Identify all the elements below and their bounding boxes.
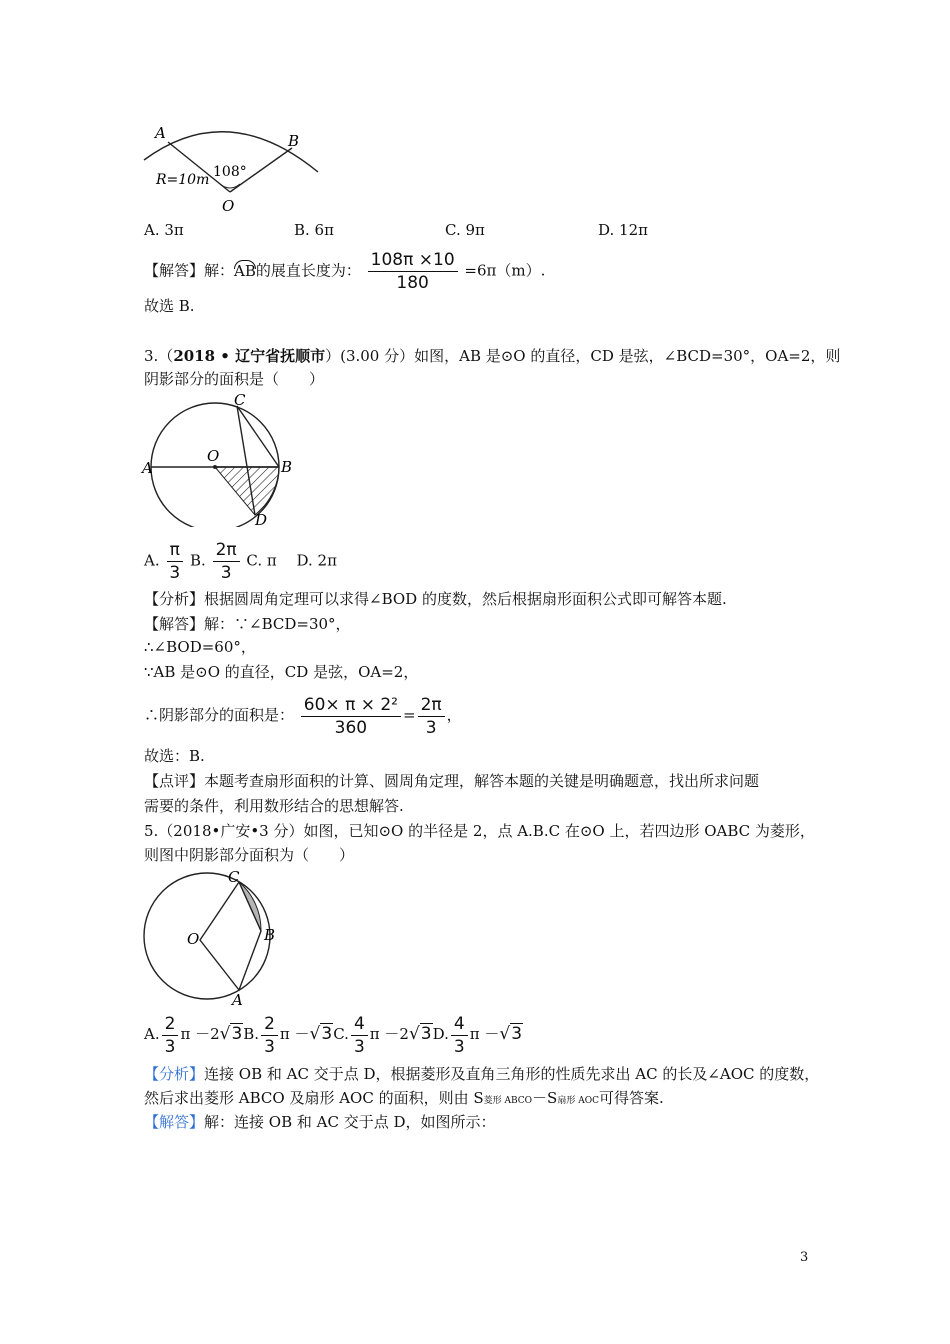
q5-analysis-tag: 【分析】 xyxy=(144,1065,205,1083)
q3-options: A. $\frac{\pi}{3}$ B. $\frac{2\pi}{3}$ C. π D. 2π xyxy=(144,540,337,583)
fig1-radius: R=10m xyxy=(156,172,210,188)
fig1-label-b: B xyxy=(288,132,300,150)
q5-label-b: B xyxy=(264,926,276,944)
q3-analysis: 【分析】根据圆周角定理可以求得∠BOD 的度数，然后根据扇形面积公式即可解答本题. xyxy=(144,590,727,608)
prev-choose: 故选 B. xyxy=(144,297,195,315)
q5-analysis-line2: 然后求出菱形 ABCO 及扇形 AOC 的面积，则由 S菱形 ABCO－S扇形 AOC可得答案. xyxy=(144,1089,664,1107)
q3-sol-line1: 【解答】解：∵∠BCD=30°， xyxy=(144,615,351,633)
q5-solution: 【解答】解：连接 OB 和 AC 交于点 D，如图所示： xyxy=(144,1113,496,1131)
q5-opt-c: C. $\frac{4}{3}$ π －2√3 xyxy=(333,1013,432,1057)
prev-opt-d: D. 12π xyxy=(598,221,648,239)
q3-label-d: D xyxy=(255,511,268,527)
q3-comment-line2: 需要的条件，利用数形结合的思想解答. xyxy=(144,797,404,815)
page-number: 3 xyxy=(800,1250,809,1265)
q3-label-o: O xyxy=(207,447,220,465)
fig1-angle: 108° xyxy=(213,164,247,180)
figure-arc-sector xyxy=(140,118,330,218)
q5-label-a: A xyxy=(232,991,243,1006)
q5-opt-a: A. $\frac{2}{3}$ π －2√3 xyxy=(144,1013,243,1057)
figure-q5-rhombus xyxy=(140,866,290,1006)
prev-opt-b: B. 6π xyxy=(294,221,334,239)
q5-stem-line2: 则图中阴影部分面积为（ ） xyxy=(144,846,355,864)
fig1-label-o: O xyxy=(222,197,235,215)
q3-result-fraction: $\frac{2\pi}{3}$ xyxy=(418,695,445,738)
q3-sol-line3: ∵AB 是⊙O 的直径，CD 是弦，OA=2， xyxy=(144,663,419,681)
prev-fraction: $\frac{108\pi \times 10}{180}$ xyxy=(368,250,458,293)
q3-opt-b-fraction: $\frac{2\pi}{3}$ xyxy=(213,540,240,583)
q3-choose: 故选：B. xyxy=(144,747,205,765)
prev-opt-a: A. 3π xyxy=(144,221,184,239)
prev-sol-text: 的展直长度为： xyxy=(255,261,361,280)
prev-opt-c: C. 9π xyxy=(445,221,485,239)
q5-opt-d: D. $\frac{4}{3}$ π －√3 xyxy=(432,1013,523,1057)
q3-area-fraction: $\frac{\text{60× π × 2²}}{360}$ xyxy=(301,695,401,738)
q3-source: 2018 • 辽宁省抚顺市 xyxy=(173,347,326,365)
q3-sol-line2: ∴∠BOD=60°， xyxy=(144,638,256,656)
q5-sol-tag: 【解答】 xyxy=(144,1113,205,1131)
q5-analysis-line1: 【分析】连接 OB 和 AC 交于点 D，根据菱形及直角三角形的性质先求出 AC 的长及∠AOC 的度数， xyxy=(144,1065,820,1083)
prev-solution xyxy=(144,250,545,293)
q3-comment-line1: 【点评】本题考查扇形面积的计算、圆周角定理，解答本题的关键是明确题意，找出所求问题 xyxy=(144,772,760,790)
q3-sol-line4: ∴阴影部分的面积是： $\frac{\text{60× π × 2²}}{360}$ = $\frac{2\pi}{3}$ ， xyxy=(144,694,462,738)
q3-label-a: A xyxy=(142,459,153,477)
q5-label-c: C xyxy=(228,868,240,886)
q3-label-b: B xyxy=(281,458,293,476)
figure-q3-circle xyxy=(140,392,300,527)
fig1-label-a: A xyxy=(155,124,166,142)
q5-stem-line1: 5.（2018•广安•3 分）如图，已知⊙O 的半径是 2，点 A.B.C 在⊙O 上，若四边形 OABC 为菱形， xyxy=(144,822,815,840)
q5-options xyxy=(144,1012,523,1057)
q3-stem-line1: 3.（2018 • 辽宁省抚顺市）(3.00 分）如图，AB 是⊙O 的直径，CD 是弦，∠BCD=30°，OA=2，则 xyxy=(144,347,841,365)
prev-sol-tag: 【解答】解： xyxy=(144,261,235,280)
q3-label-c: C xyxy=(234,392,246,409)
q5-label-o: O xyxy=(187,930,200,948)
q3-stem-line2: 阴影部分的面积是（ ） xyxy=(144,370,325,388)
prev-sol-result: =6π（m）. xyxy=(464,261,546,280)
prev-options xyxy=(144,220,648,240)
arc-ab-label: AB xyxy=(234,261,256,280)
q3-opt-a-fraction: $\frac{\pi}{3}$ xyxy=(166,540,183,583)
q5-opt-b: B. $\frac{2}{3}$ π －√3 xyxy=(243,1013,333,1057)
